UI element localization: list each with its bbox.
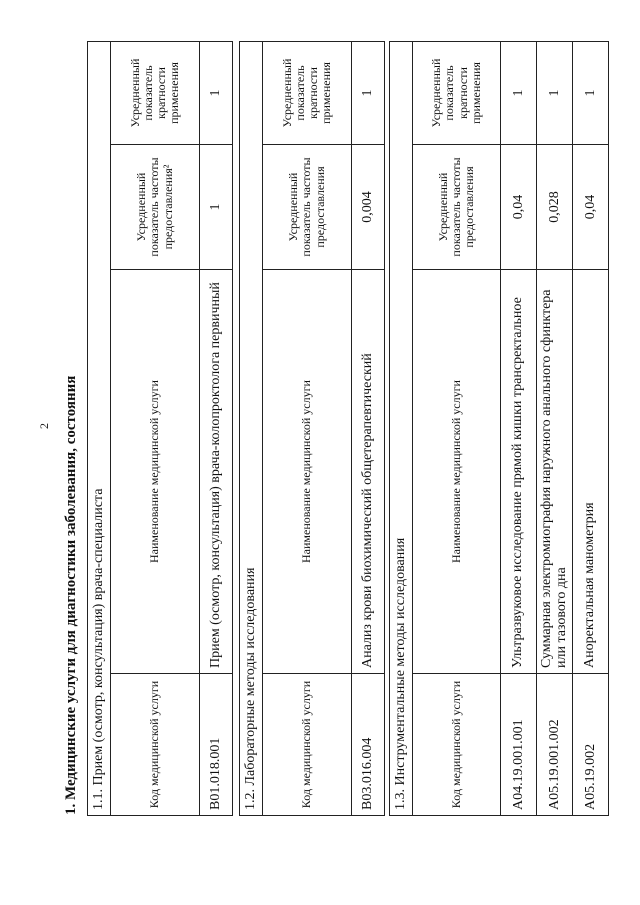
header-multiplicity: Усредненный показатель кратности применения — [263, 41, 352, 144]
header-name: Наименование медицинской услуги — [413, 270, 501, 674]
table-row — [537, 41, 573, 815]
header-code: Код медицинской услуги — [263, 674, 352, 816]
service-code: A05.19.002 — [573, 674, 609, 816]
frequency-value: 0,004 — [352, 145, 385, 270]
header-multiplicity: Усредненный показатель кратности применения — [111, 41, 200, 144]
header-frequency: Усредненный показатель частоты предоставления — [263, 145, 352, 270]
main-heading: 1. Медицинские услуги для диагностики заболевания, состояния — [63, 375, 79, 815]
header-code: Код медицинской услуги — [111, 674, 200, 816]
multiplicity-value: 1 — [537, 41, 573, 144]
frequency-value: 1 — [200, 145, 233, 270]
frequency-value: 0,04 — [501, 145, 537, 270]
consultation-table — [87, 41, 233, 816]
frequency-value: 0,028 — [537, 145, 573, 270]
section-consultation — [87, 42, 233, 816]
section-title: 1.3. Инструментальные методы исследования — [390, 41, 413, 815]
service-name: Прием (осмотр, консультация) врача-колопроктолога первичный — [200, 270, 233, 674]
header-name: Наименование медицинской услуги — [263, 270, 352, 674]
service-name: Ультразвуковое исследование прямой кишки трансректальное — [501, 270, 537, 674]
header-multiplicity: Усредненный показатель кратности применения — [413, 41, 501, 144]
service-code: A04.19.001.001 — [501, 674, 537, 816]
table-row — [573, 41, 609, 815]
multiplicity-value: 1 — [200, 41, 233, 144]
page-number: 2 — [37, 423, 51, 429]
multiplicity-value: 1 — [501, 41, 537, 144]
header-frequency: Усредненный показатель частоты предоставления² — [111, 145, 200, 270]
table-row — [200, 41, 233, 815]
frequency-value: 0,04 — [573, 145, 609, 270]
table-row — [352, 41, 385, 815]
service-code: A05.19.001.002 — [537, 674, 573, 816]
header-name: Наименование медицинской услуги — [111, 270, 200, 674]
laboratory-table — [239, 41, 385, 816]
header-code: Код медицинской услуги — [413, 674, 501, 816]
section-laboratory — [239, 42, 385, 816]
multiplicity-value: 1 — [573, 41, 609, 144]
service-code: B01.018.001 — [200, 674, 233, 816]
section-instrumental — [389, 42, 609, 816]
table-row — [501, 41, 537, 815]
service-code: B03.016.004 — [352, 674, 385, 816]
service-name: Суммарная электромиография наружного анального сфинктера или тазового дна — [537, 270, 573, 674]
instrumental-table — [389, 41, 609, 816]
service-name: Анализ крови биохимический общетерапевтический — [352, 270, 385, 674]
service-name: Аноректальная манометрия — [573, 270, 609, 674]
section-title: 1.2. Лабораторные методы исследования — [240, 41, 263, 815]
header-frequency: Усредненный показатель частоты предоставления — [413, 145, 501, 270]
section-title: 1.1. Прием (осмотр, консультация) врача-специалиста — [88, 41, 111, 815]
multiplicity-value: 1 — [352, 41, 385, 144]
